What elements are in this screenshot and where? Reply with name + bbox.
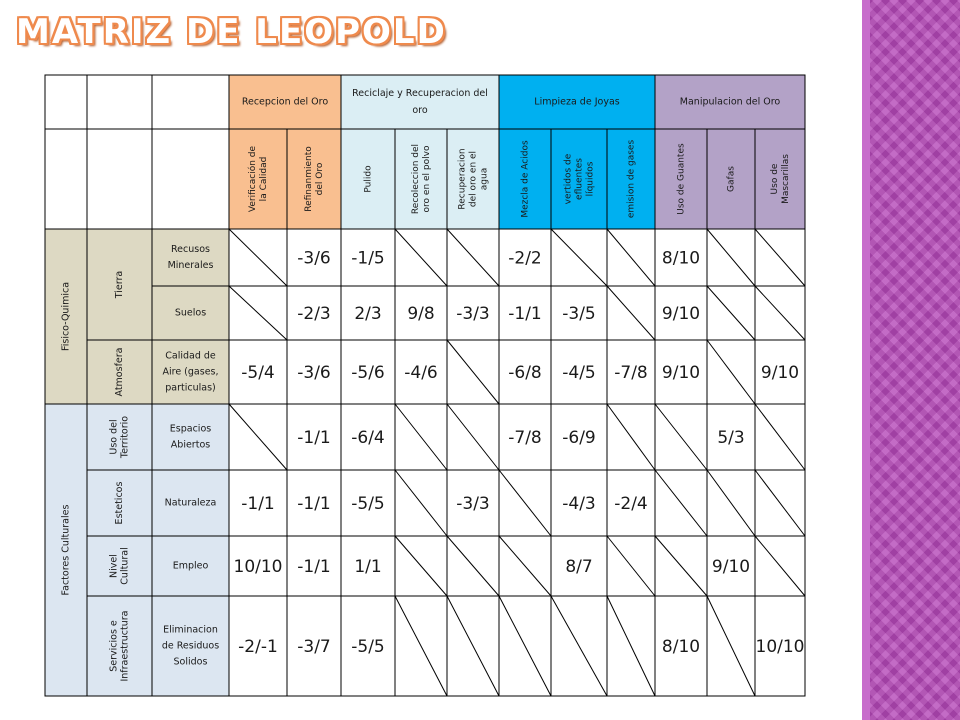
activity-header-cell	[755, 129, 805, 229]
impact-value: -3/6	[297, 363, 331, 383]
subcategory-label-line: Esteticos	[114, 481, 125, 525]
subcategory-label	[114, 348, 125, 397]
impact-value: -1/5	[351, 248, 385, 269]
factor-label-line: Eliminacion	[163, 624, 218, 636]
factor-label	[173, 561, 209, 572]
factor-label	[175, 308, 206, 319]
impact-value: -7/8	[614, 363, 648, 383]
impact-value: 9/10	[711, 557, 751, 577]
factor-cell	[152, 229, 229, 286]
impact-value: -1/1	[297, 557, 331, 577]
impact-value: 2/3	[354, 304, 382, 324]
activity-label-line: Pulido	[363, 165, 374, 193]
impact-value: -4/3	[562, 494, 596, 514]
impact-value: -5/4	[241, 363, 275, 383]
category-label-line: Factores Culturales	[60, 504, 72, 596]
impact-value: -1/1	[241, 494, 275, 514]
impact-value: -2/4	[614, 494, 648, 514]
activity-label-line: oro en el polvo	[422, 145, 432, 213]
factor-label	[162, 351, 218, 394]
impact-value: -2/2	[508, 248, 542, 269]
impact-value: -3/6	[297, 248, 331, 269]
factor-label-line: Empleo	[172, 560, 209, 572]
impact-value: 9/8	[407, 304, 435, 324]
impact-value: -5/5	[351, 637, 385, 657]
group-header-label-line: oro	[412, 105, 428, 116]
impact-value: 8/10	[661, 637, 701, 657]
impact-value: 10/10	[755, 637, 805, 657]
activity-label-line: del Oro	[315, 162, 325, 196]
factor-label-line: Abiertos	[170, 439, 211, 451]
impact-value: -7/8	[508, 428, 542, 448]
activity-label-line: Verificación de	[248, 145, 258, 213]
subcategory-label-line: Uso del	[108, 419, 120, 455]
activity-label-line: líquidos	[585, 161, 596, 197]
activity-label-line: efluentes	[574, 158, 585, 200]
impact-value: -3/3	[456, 304, 490, 324]
factor-label-line: Espacios	[169, 423, 212, 435]
factor-label-line: de Residuos	[161, 640, 220, 652]
activity-label-line: Mascarillas	[781, 154, 791, 204]
category-label-line: Fisico-Quimica	[60, 281, 72, 352]
category-label	[61, 505, 72, 596]
subcategory-label-line: Servicios e	[108, 620, 120, 672]
header-blank-cell	[87, 75, 152, 129]
activity-label-line: Refinanmiento	[304, 146, 314, 212]
factor-label-line: Calidad de	[165, 350, 216, 362]
activity-label-line: Uso de Guantes	[676, 143, 687, 215]
activity-label-line: vertidos de	[563, 153, 574, 205]
activity-header-cell	[395, 129, 447, 229]
group-header-label	[680, 97, 781, 108]
impact-value: -4/6	[404, 363, 438, 383]
impact-value: 10/10	[233, 557, 283, 577]
activity-label	[411, 144, 432, 214]
group-header-label-line: Limpieza de Joyas	[534, 96, 620, 108]
impact-value: -1/1	[508, 304, 542, 324]
subcategory-label	[114, 482, 125, 525]
activity-label	[677, 143, 687, 215]
subcategory-label-line: Atmosfera	[114, 347, 125, 397]
activity-label-line: la Calidad	[259, 156, 269, 202]
activity-label-line: emision de gases	[626, 139, 637, 219]
subcategory-label-line: Tierra	[114, 270, 125, 299]
activity-label	[627, 140, 637, 219]
impact-value: -6/8	[508, 363, 542, 383]
group-header-label-line: Manipulacion del Oro	[679, 96, 781, 108]
activity-header-cell	[287, 129, 341, 229]
header-blank-cell	[152, 129, 229, 229]
impact-value: 1/1	[354, 557, 382, 577]
factor-label-line: Naturaleza	[164, 497, 217, 509]
activity-label-line: Recuperacion	[457, 148, 468, 210]
subcategory-label-line: Territorio	[119, 415, 131, 459]
impact-value: 5/3	[717, 428, 745, 448]
group-header-label	[242, 97, 329, 108]
impact-value: -4/5	[562, 363, 596, 383]
activity-label	[727, 166, 737, 192]
impact-value: -2/3	[297, 304, 331, 324]
category-label	[61, 282, 72, 351]
activity-header-cell	[229, 129, 287, 229]
header-blank-cell	[45, 129, 87, 229]
activity-label	[364, 165, 374, 193]
sidebar-stripe	[862, 0, 870, 720]
factor-label	[165, 498, 217, 509]
header-blank-cell	[45, 75, 87, 129]
header-blank-cell	[152, 75, 229, 129]
subcategory-label	[114, 271, 125, 299]
subcategory-label-line: Cultural	[119, 547, 131, 585]
decorative-sidebar	[862, 0, 960, 720]
factor-label-line: Suelos	[174, 307, 207, 319]
subcategory-label-line: Nivel	[108, 554, 120, 578]
impact-value: -6/9	[562, 428, 596, 448]
factor-label-line: Minerales	[167, 260, 214, 271]
impact-value: -3/5	[562, 304, 596, 324]
subcategory-label-line: Infraestructura	[119, 610, 131, 682]
impact-value: -5/5	[351, 494, 385, 514]
subcategory-label	[109, 610, 131, 681]
activity-label-line: del oro en el	[468, 150, 479, 208]
group-header-label-line: Reciclaje y Recuperacion del	[352, 88, 488, 99]
factor-label-line: particulas)	[165, 382, 216, 394]
factor-label-line: Solidos	[173, 656, 208, 668]
activity-label	[521, 140, 531, 218]
impact-value: -6/4	[351, 428, 385, 448]
impact-value: 9/10	[661, 363, 701, 383]
factor-cell	[152, 404, 229, 470]
impact-value: -3/3	[456, 494, 490, 514]
activity-label-line: Mezcla de Acidos	[520, 140, 531, 218]
impact-value: -3/7	[297, 637, 331, 657]
impact-value: -1/1	[297, 494, 331, 514]
impact-value: 8/7	[565, 557, 593, 577]
factor-label-line: Recusos	[171, 244, 210, 255]
impact-value: 9/10	[661, 304, 701, 324]
page-title: MATRIZ DE LEOPOLD	[16, 12, 447, 52]
factor-label-line: Aire (gases,	[162, 366, 219, 378]
impact-value: 8/10	[661, 248, 701, 269]
activity-label-line: Uso de	[770, 163, 780, 195]
group-header-label-line: Recepcion del Oro	[241, 96, 329, 108]
activity-label-line: agua	[479, 167, 490, 191]
impact-value: -2/-1	[238, 637, 278, 657]
activity-label-line: Recoleccion del	[411, 143, 421, 215]
activity-label-line: Gafas	[726, 166, 737, 192]
group-header-cell	[341, 75, 499, 129]
impact-value: -1/1	[297, 428, 331, 448]
impact-value: -5/6	[351, 363, 385, 383]
impact-value: 9/10	[760, 363, 800, 383]
header-blank-cell	[87, 129, 152, 229]
group-header-label	[534, 97, 619, 108]
subcategory-label	[109, 416, 131, 459]
